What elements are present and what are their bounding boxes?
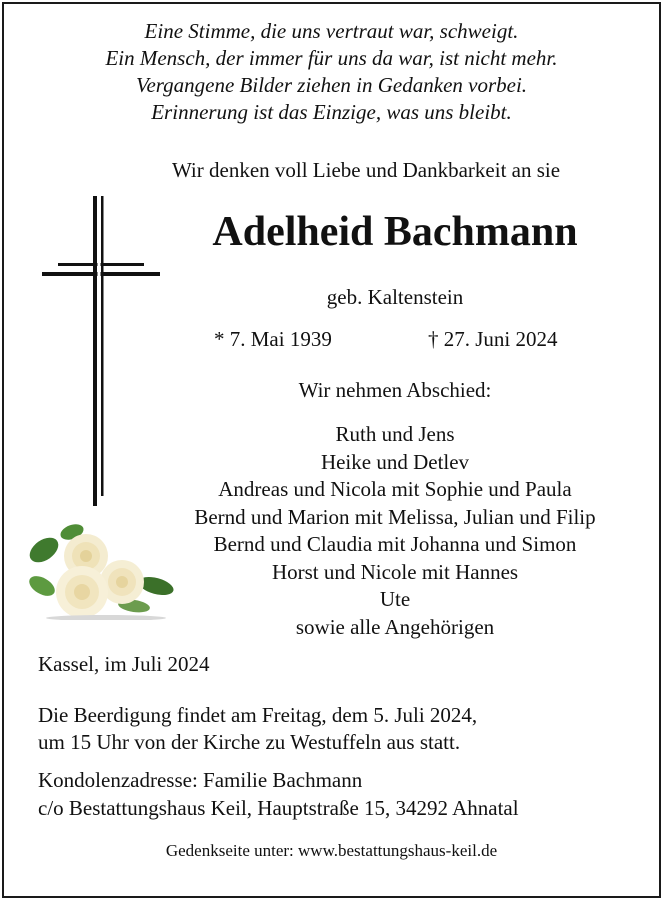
mourners-list xyxy=(130,421,660,641)
condolence-line: c/o Bestattungshaus Keil, Hauptstraße 15, 34292 Ahnatal xyxy=(38,796,519,820)
memorial-website: Gedenkseite unter: www.bestattungshaus-keil.de xyxy=(165,841,498,860)
mourner-line: Horst und Nicole mit Hannes xyxy=(271,559,519,584)
condolence-line: Kondolenzadresse: Familie Bachmann xyxy=(38,768,363,792)
maiden-name: geb. Kaltenstein xyxy=(326,285,464,309)
funeral-line: Die Beerdigung findet am Freitag, dem 5. Juli 2024, xyxy=(38,703,478,727)
birth-date: * 7. Mai 1939 xyxy=(214,327,332,351)
poem-line: Eine Stimme, die uns vertraut war, schweigt. xyxy=(144,19,519,43)
place-date: Kassel, im Juli 2024 xyxy=(38,652,210,676)
mourner-line: Bernd und Claudia mit Johanna und Simon xyxy=(213,532,577,556)
memorial-poem xyxy=(0,18,663,126)
death-date: † 27. Juni 2024 xyxy=(428,327,558,351)
leaf-shape xyxy=(26,533,63,568)
funeral-info xyxy=(38,702,477,756)
poem-line: Ein Mensch, der immer für uns da war, ist nicht mehr. xyxy=(105,46,558,70)
mourner-line: Ute xyxy=(379,587,411,611)
mourner-line: sowie alle Angehörigen xyxy=(295,614,495,639)
poem-line: Vergangene Bilder ziehen in Gedanken vorbei. xyxy=(135,73,528,97)
poem-line: Erinnerung ist das Einzige, was uns bleibt. xyxy=(151,100,512,124)
intro-line: Wir denken voll Liebe und Dankbarkeit an sie xyxy=(171,158,561,182)
farewell-heading: Wir nehmen Abschied: xyxy=(298,378,492,402)
mourner-line: Bernd und Marion mit Melissa, Julian und Filip xyxy=(194,504,596,529)
funeral-line: um 15 Uhr von der Kirche zu Westuffeln aus statt. xyxy=(38,730,461,754)
mourner-line: Heike und Detlev xyxy=(320,449,470,474)
mourner-line: Andreas und Nicola mit Sophie und Paula xyxy=(218,477,572,501)
leaf-shape xyxy=(26,572,58,600)
mourner-line: Ruth und Jens xyxy=(335,422,455,446)
deceased-name: Adelheid Bachmann xyxy=(212,209,578,255)
condolence-address xyxy=(38,766,519,822)
